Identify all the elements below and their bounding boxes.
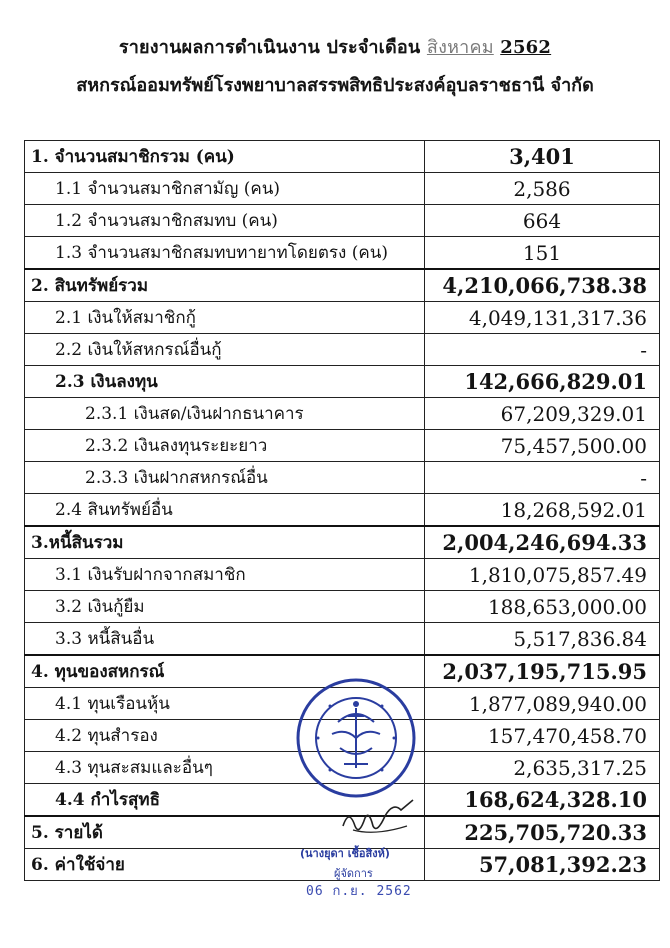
report-title-prefix: รายงานผลการดำเนินงาน ประจำเดือน (118, 37, 421, 58)
row-value: - (425, 334, 660, 366)
row-label: 4.2 ทุนสำรอง (25, 720, 425, 752)
row-value: 151 (425, 237, 660, 270)
row-value: - (425, 462, 660, 494)
row-value: 2,635,317.25 (425, 752, 660, 784)
row-label: 4.3 ทุนสะสมและอื่นๆ (25, 752, 425, 784)
row-label: 2.1 เงินให้สมาชิกกู้ (25, 302, 425, 334)
table-row (25, 462, 660, 494)
table-row (25, 591, 660, 623)
signature-icon (335, 796, 425, 842)
row-value: 225,705,720.33 (425, 816, 660, 849)
row-label: 1.1 จำนวนสมาชิกสามัญ (คน) (25, 173, 425, 205)
row-label: 2. สินทรัพย์รวม (25, 269, 425, 302)
row-label: 2.4 สินทรัพย์อื่น (25, 494, 425, 527)
row-label: 2.2 เงินให้สหกรณ์อื่นกู้ (25, 334, 425, 366)
row-value: 1,877,089,940.00 (425, 688, 660, 720)
row-label: 4.1 ทุนเรือนหุ้น (25, 688, 425, 720)
row-value: 157,470,458.70 (425, 720, 660, 752)
row-label: 2.3.1 เงินสด/เงินฝากธนาคาร (25, 398, 425, 430)
row-value: 168,624,328.10 (425, 784, 660, 817)
row-label: 4.4 กำไรสุทธิ (25, 784, 425, 817)
signer-name: (นางยุดา เชื้อสิงห์) (300, 847, 390, 860)
row-value: 5,517,836.84 (425, 623, 660, 656)
table-row (25, 173, 660, 205)
row-label: 3.1 เงินรับฝากจากสมาชิก (25, 559, 425, 591)
organization-name: สหกรณ์ออมทรัพย์โรงพยาบาลสรรพสิทธิประสงค์อุบลราชธานี จำกัด (76, 75, 594, 96)
row-value: 1,810,075,857.49 (425, 559, 660, 591)
row-label: 3.2 เงินกู้ยืม (25, 591, 425, 623)
report-year: 2562 (500, 37, 552, 58)
row-value: 4,049,131,317.36 (425, 302, 660, 334)
report-month: สิงหาคม (426, 37, 494, 58)
table-row (25, 526, 660, 559)
row-label: 1. จำนวนสมาชิกรวม (คน) (25, 141, 425, 173)
row-label: 1.2 จำนวนสมาชิกสมทบ (คน) (25, 205, 425, 237)
row-label: 2.3.2 เงินลงทุนระยะยาว (25, 430, 425, 462)
table-row (25, 559, 660, 591)
row-value: 188,653,000.00 (425, 591, 660, 623)
row-label: 3.หนี้สินรวม (25, 526, 425, 559)
signer-title: ผู้จัดการ (334, 867, 373, 880)
row-label: 2.3 เงินลงทุน (25, 366, 425, 398)
row-value: 664 (425, 205, 660, 237)
row-value: 2,586 (425, 173, 660, 205)
table-row (25, 237, 660, 270)
row-value: 4,210,066,738.38 (425, 269, 660, 302)
row-value: 67,209,329.01 (425, 398, 660, 430)
row-label: 5. รายได้ (25, 816, 425, 849)
cooperative-seal-icon (294, 676, 418, 800)
table-row (25, 141, 660, 173)
row-value: 2,004,246,694.33 (425, 526, 660, 559)
table-row (25, 334, 660, 366)
table-row (25, 302, 660, 334)
row-value: 2,037,195,715.95 (425, 655, 660, 688)
row-value: 57,081,392.23 (425, 849, 660, 881)
table-row (25, 366, 660, 398)
row-value: 142,666,829.01 (425, 366, 660, 398)
date-stamp: 06 ก.ย. 2562 (306, 884, 412, 899)
table-row (25, 494, 660, 527)
row-label: 1.3 จำนวนสมาชิกสมทบทายาทโดยตรง (คน) (25, 237, 425, 270)
row-label: 6. ค่าใช้จ่าย (25, 849, 425, 881)
row-value: 3,401 (425, 141, 660, 173)
table-row (25, 269, 660, 302)
table-row (25, 430, 660, 462)
table-row (25, 398, 660, 430)
row-label: 2.3.3 เงินฝากสหกรณ์อื่น (25, 462, 425, 494)
row-value: 75,457,500.00 (425, 430, 660, 462)
report-title (0, 32, 670, 61)
table-row (25, 623, 660, 656)
row-label: 4. ทุนของสหกรณ์ (25, 655, 425, 688)
row-value: 18,268,592.01 (425, 494, 660, 527)
row-label: 3.3 หนี้สินอื่น (25, 623, 425, 656)
table-row (25, 205, 660, 237)
